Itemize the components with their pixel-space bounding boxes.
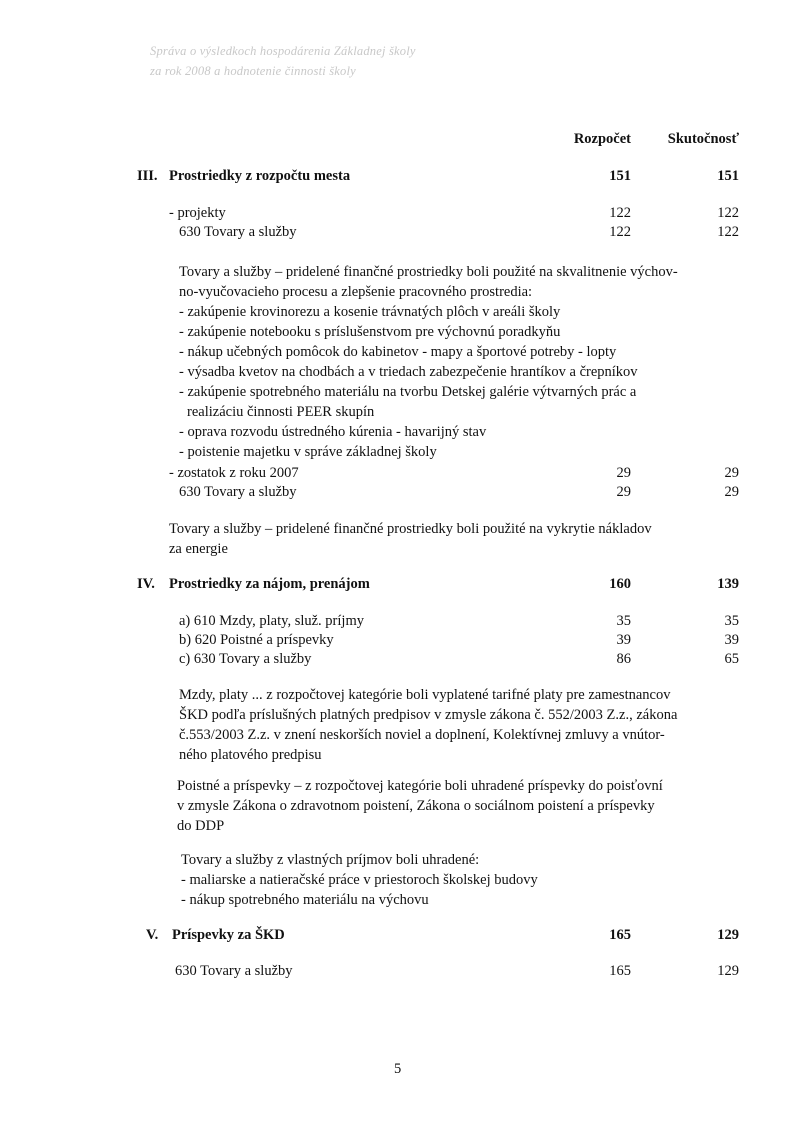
item-620-budget: 39	[616, 632, 631, 648]
projects-label: - projekty	[169, 205, 226, 221]
text-line: - zakúpenie notebooku s príslušenstvom pre výchovnú poradkyňu	[179, 324, 561, 340]
section-4-title: Prostriedky za nájom, prenájom	[169, 576, 370, 592]
text-line: ného platového predpisu	[179, 747, 322, 763]
section-4-roman: IV.	[137, 576, 155, 592]
section-3-title: Prostriedky z rozpočtu mesta	[169, 168, 351, 184]
remainder-budget: 29	[616, 465, 631, 481]
text-line: no-vyučovacieho procesu a zlepšenie pracovného prostredia:	[179, 284, 533, 300]
item-610-budget: 35	[616, 613, 631, 629]
text-line: za energie	[169, 541, 228, 557]
text-line: - oprava rozvodu ústredného kúrenia - havarijný stav	[179, 424, 487, 440]
text-line: do DDP	[177, 818, 225, 834]
text-line: - zakúpenie krovinorezu a kosenie trávnatých plôch v areáli školy	[179, 304, 561, 320]
section-5-item-actual: 129	[717, 963, 739, 979]
remainder-630-actual: 29	[724, 484, 739, 500]
text-line: v zmysle Zákona o zdravotnom poistení, Zákona o sociálnom poistení a príspevky	[177, 798, 655, 814]
text-line: Tovary a služby – pridelené finančné prostriedky boli použité na skvalitnenie výchov-	[179, 264, 678, 280]
item-610-actual: 35	[724, 613, 739, 629]
section-3-roman: III.	[137, 168, 158, 184]
section-5-item-budget: 165	[609, 963, 631, 979]
item-630-label: c) 630 Tovary a služby	[179, 651, 312, 667]
column-header-actual: Skutočnosť	[667, 131, 739, 147]
text-line: realizáciu činnosti PEER skupín	[187, 404, 375, 420]
text-line: Poistné a príspevky – z rozpočtovej kategórie boli uhradené príspevky do poisťovní	[177, 778, 663, 794]
text-line: Tovary a služby – pridelené finančné prostriedky boli použité na vykrytie nákladov	[169, 521, 652, 537]
text-line: - maliarske a natieračské práce v priestoroch školskej budovy	[181, 872, 538, 888]
section-3-actual: 151	[717, 168, 739, 184]
section-5-budget: 165	[609, 927, 631, 943]
column-header-budget: Rozpočet	[573, 131, 631, 147]
text-line: - výsadba kvetov na chodbách a v triedach zabezpečenie hrantíkov a črepníkov	[179, 364, 638, 380]
item-630-budget: 86	[616, 651, 631, 667]
section-4-budget: 160	[609, 576, 631, 592]
section-3-budget: 151	[609, 168, 631, 184]
projects-actual: 122	[717, 205, 739, 221]
section-5-roman: V.	[146, 927, 159, 943]
document-header-line1: Správa o výsledkoch hospodárenia Základnej školy	[150, 44, 416, 58]
document-header-line2: za rok 2008 a hodnotenie činnosti školy	[150, 64, 356, 78]
goods-explanation	[181, 850, 538, 910]
text-line: ŠKD podľa príslušných platných predpisov v zmysle zákona č. 552/2003 Z.z., zákona	[179, 707, 678, 723]
section-5-title: Príspevky za ŠKD	[172, 927, 285, 943]
projects-630-label: 630 Tovary a služby	[179, 224, 297, 240]
item-620-actual: 39	[724, 632, 739, 648]
insurance-explanation	[177, 776, 663, 836]
text-line: - poistenie majetku v správe základnej školy	[179, 444, 437, 460]
remainder-630-label: 630 Tovary a služby	[179, 484, 297, 500]
section-5-item-label: 630 Tovary a služby	[175, 963, 293, 979]
page-number: 5	[394, 1061, 402, 1077]
item-610-label: a) 610 Mzdy, platy, služ. príjmy	[179, 613, 364, 629]
text-line: Tovary a služby z vlastných príjmov boli uhradené:	[181, 852, 480, 868]
remainder-label: - zostatok z roku 2007	[169, 465, 299, 481]
wages-explanation	[179, 685, 677, 765]
projects-630-actual: 122	[717, 224, 739, 240]
remainder-explanation	[169, 519, 652, 559]
text-line: - zakúpenie spotrebného materiálu na tvorbu Detskej galérie výtvarných prác a	[179, 384, 637, 400]
projects-budget: 122	[609, 205, 631, 221]
section-4-actual: 139	[717, 576, 739, 592]
text-line: Mzdy, platy ... z rozpočtovej kategórie boli vyplatené tarifné platy pre zamestnancov	[179, 687, 671, 703]
projects-explanation	[179, 262, 678, 462]
text-line: č.553/2003 Z.z. v znení neskorších noviel a doplnení, Kolektívnej zmluvy a vnútor-	[179, 727, 665, 743]
text-line: - nákup učebných pomôcok do kabinetov - mapy a športové potreby - lopty	[179, 344, 617, 360]
item-630-actual: 65	[724, 651, 739, 667]
projects-630-budget: 122	[609, 224, 631, 240]
remainder-actual: 29	[724, 465, 739, 481]
text-line: - nákup spotrebného materiálu na výchovu	[181, 892, 429, 908]
section-5-actual: 129	[717, 927, 739, 943]
item-620-label: b) 620 Poistné a príspevky	[179, 632, 334, 648]
remainder-630-budget: 29	[616, 484, 631, 500]
